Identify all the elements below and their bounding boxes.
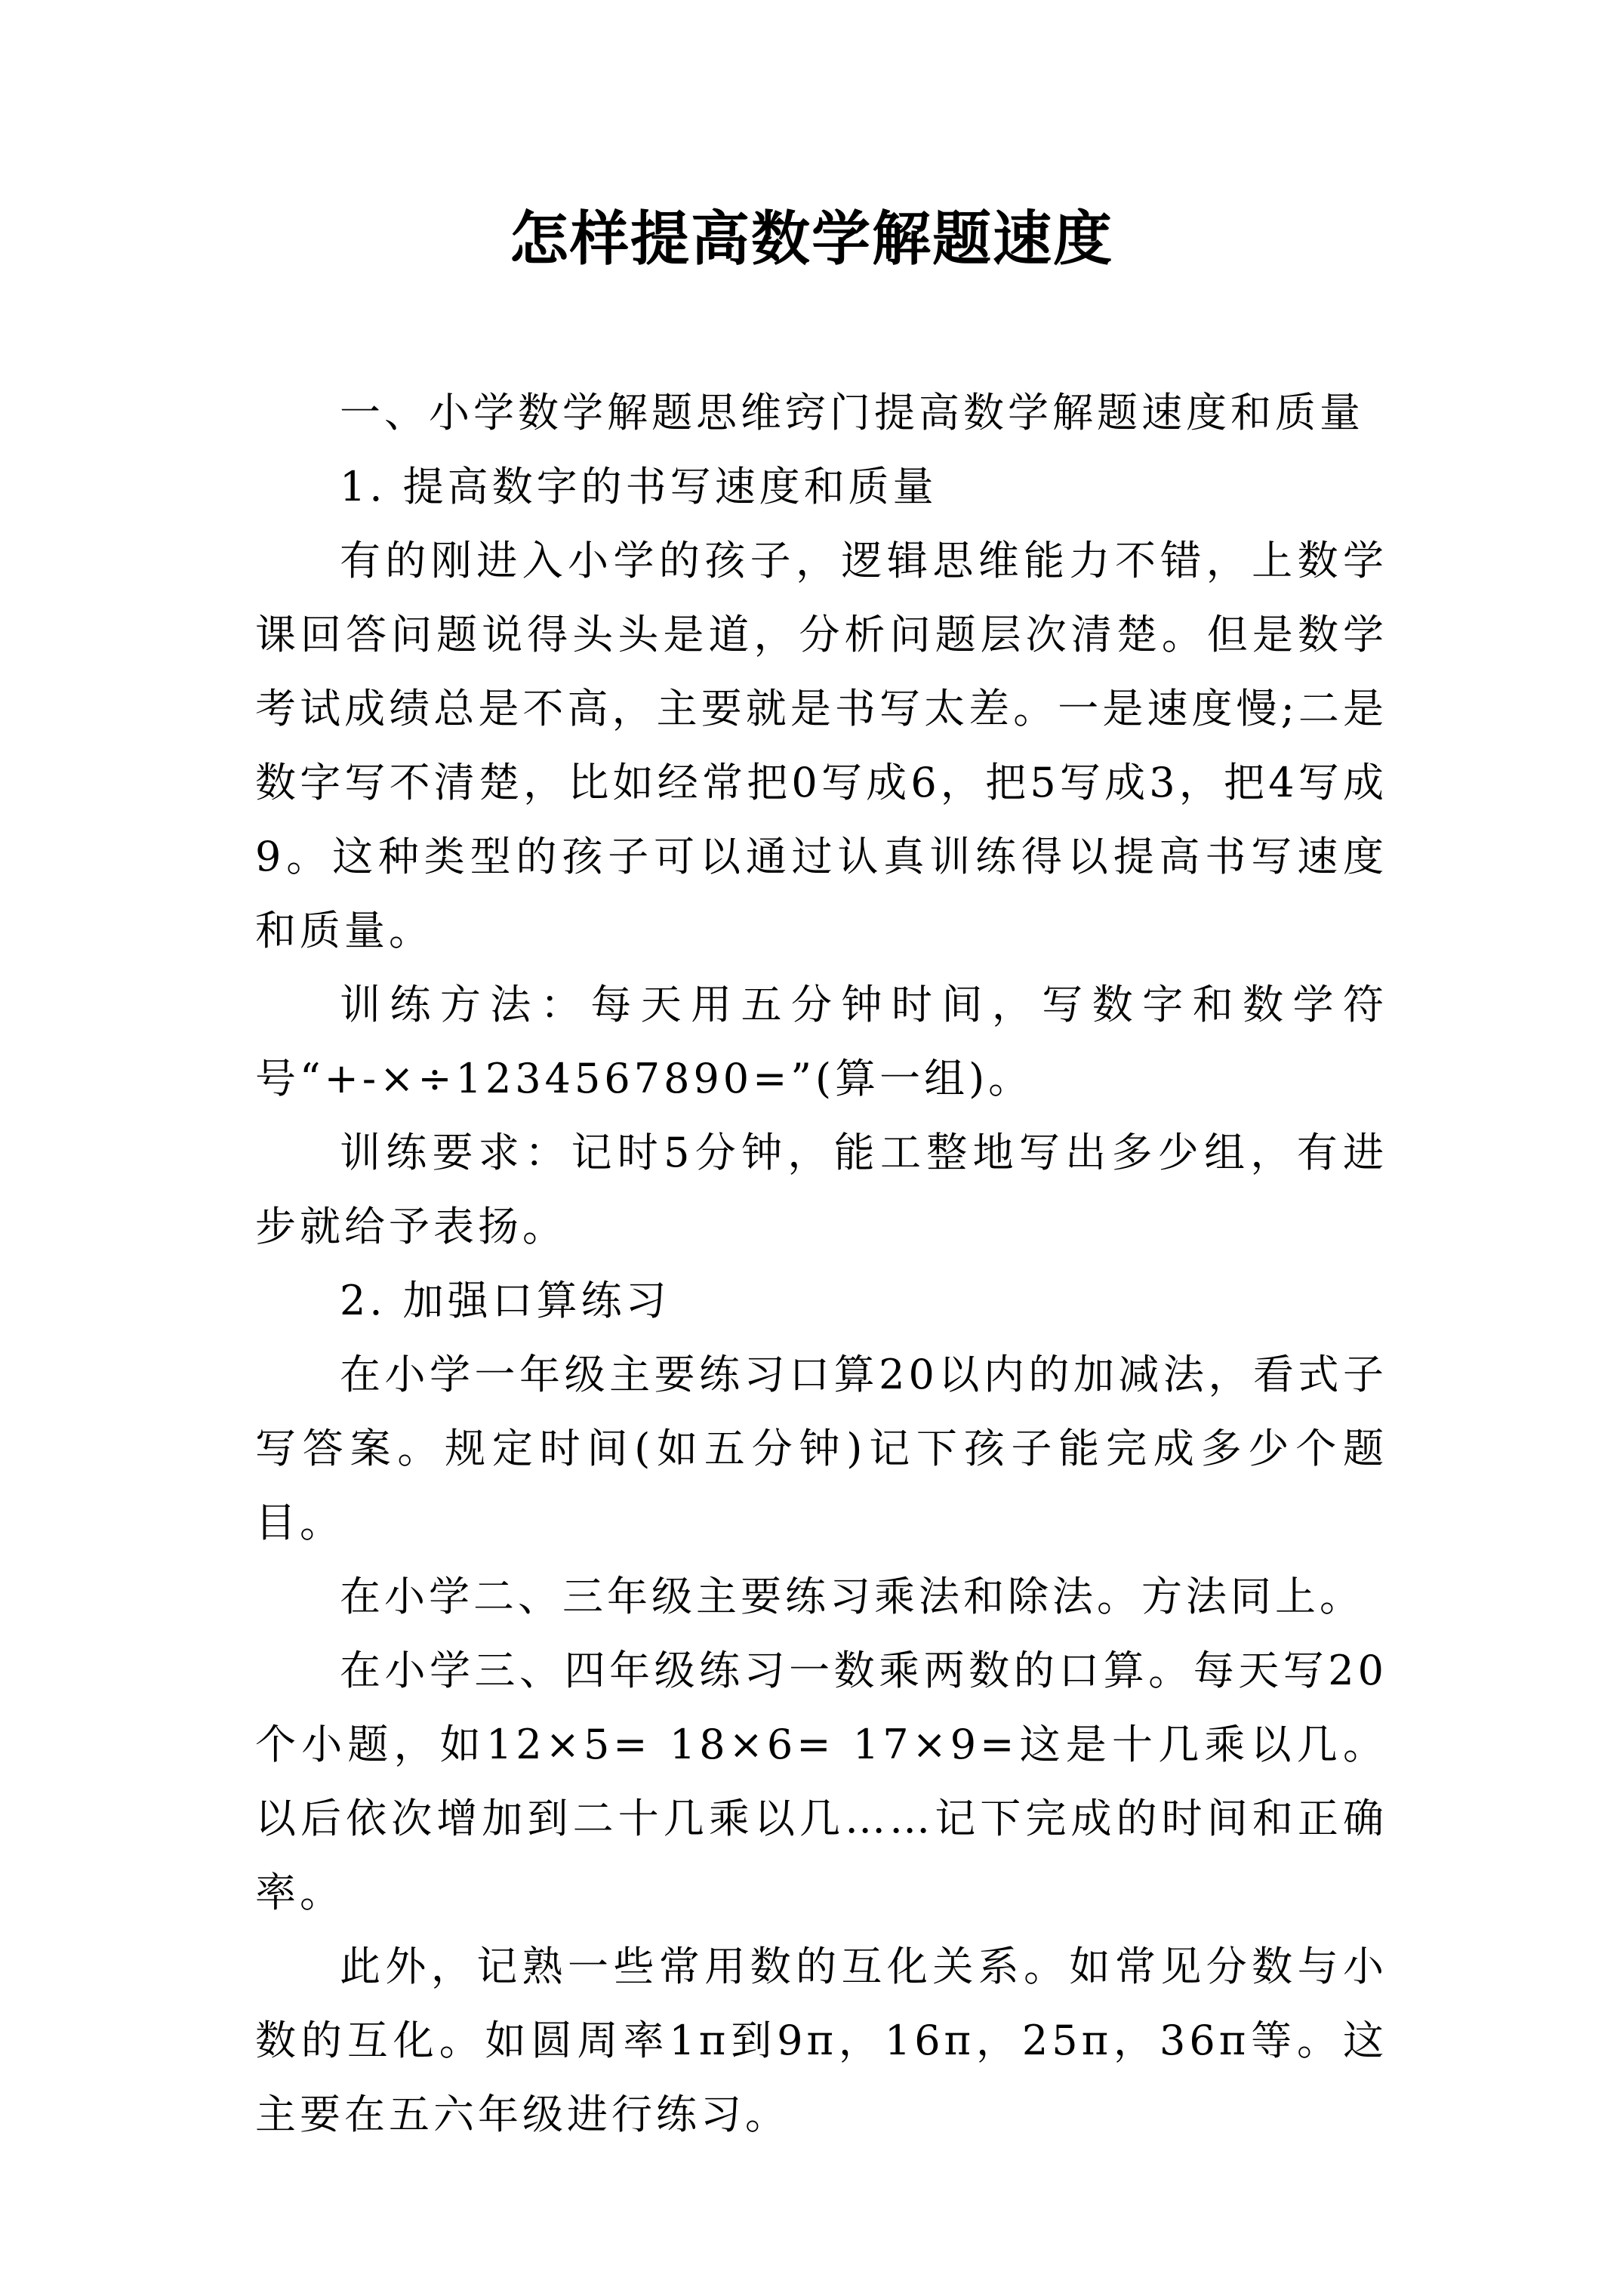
body-paragraph: 训练要求：记时5分钟，能工整地写出多少组，有进步就给予表扬。	[255, 1129, 1387, 1250]
document-body	[255, 376, 1387, 2152]
subsection-heading: 2. 加强口算练习	[340, 1277, 670, 1324]
body-paragraph: 此外，记熟一些常用数的互化关系。如常见分数与小数的互化。如圆周率1π到9π，16π，25π，36π等。这主要在五六年级进行练习。	[255, 1943, 1387, 2138]
body-paragraph: 在小学一年级主要练习口算20以内的加减法，看式子写答案。规定时间(如五分钟)记下孩子能完成多少个题目。	[255, 1351, 1387, 1546]
body-paragraph: 在小学二、三年级主要练习乘法和除法。方法同上。	[340, 1573, 1364, 1620]
body-paragraph: 在小学三、四年级练习一数乘两数的口算。每天写20个小题，如12×5= 18×6= 17×9=这是十几乘以几。以后依次增加到二十几乘以几……记下完成的时间和正确率。	[255, 1647, 1387, 1916]
section-heading: 一、小学数学解题思维窍门提高数学解题速度和质量	[340, 389, 1364, 436]
body-paragraph: 有的刚进入小学的孩子，逻辑思维能力不错，上数学课回答问题说得头头是道，分析问题层次清楚。但是数学考试成绩总是不高，主要就是书写太差。一是速度慢;二是数字写不清楚，比如经常把0写成6，把5写成3，把4写成9。这种类型的孩子可以通过认真训练得以提高书写速度和质量。	[255, 537, 1387, 954]
document-title: 怎样提高数学解题速度	[509, 205, 1113, 273]
body-paragraph: 训练方法：每天用五分钟时间，写数字和数学符号“+-×÷1234567890=”(算一组)。	[255, 981, 1387, 1102]
subsection-heading: 1. 提高数字的书写速度和质量	[340, 463, 938, 510]
